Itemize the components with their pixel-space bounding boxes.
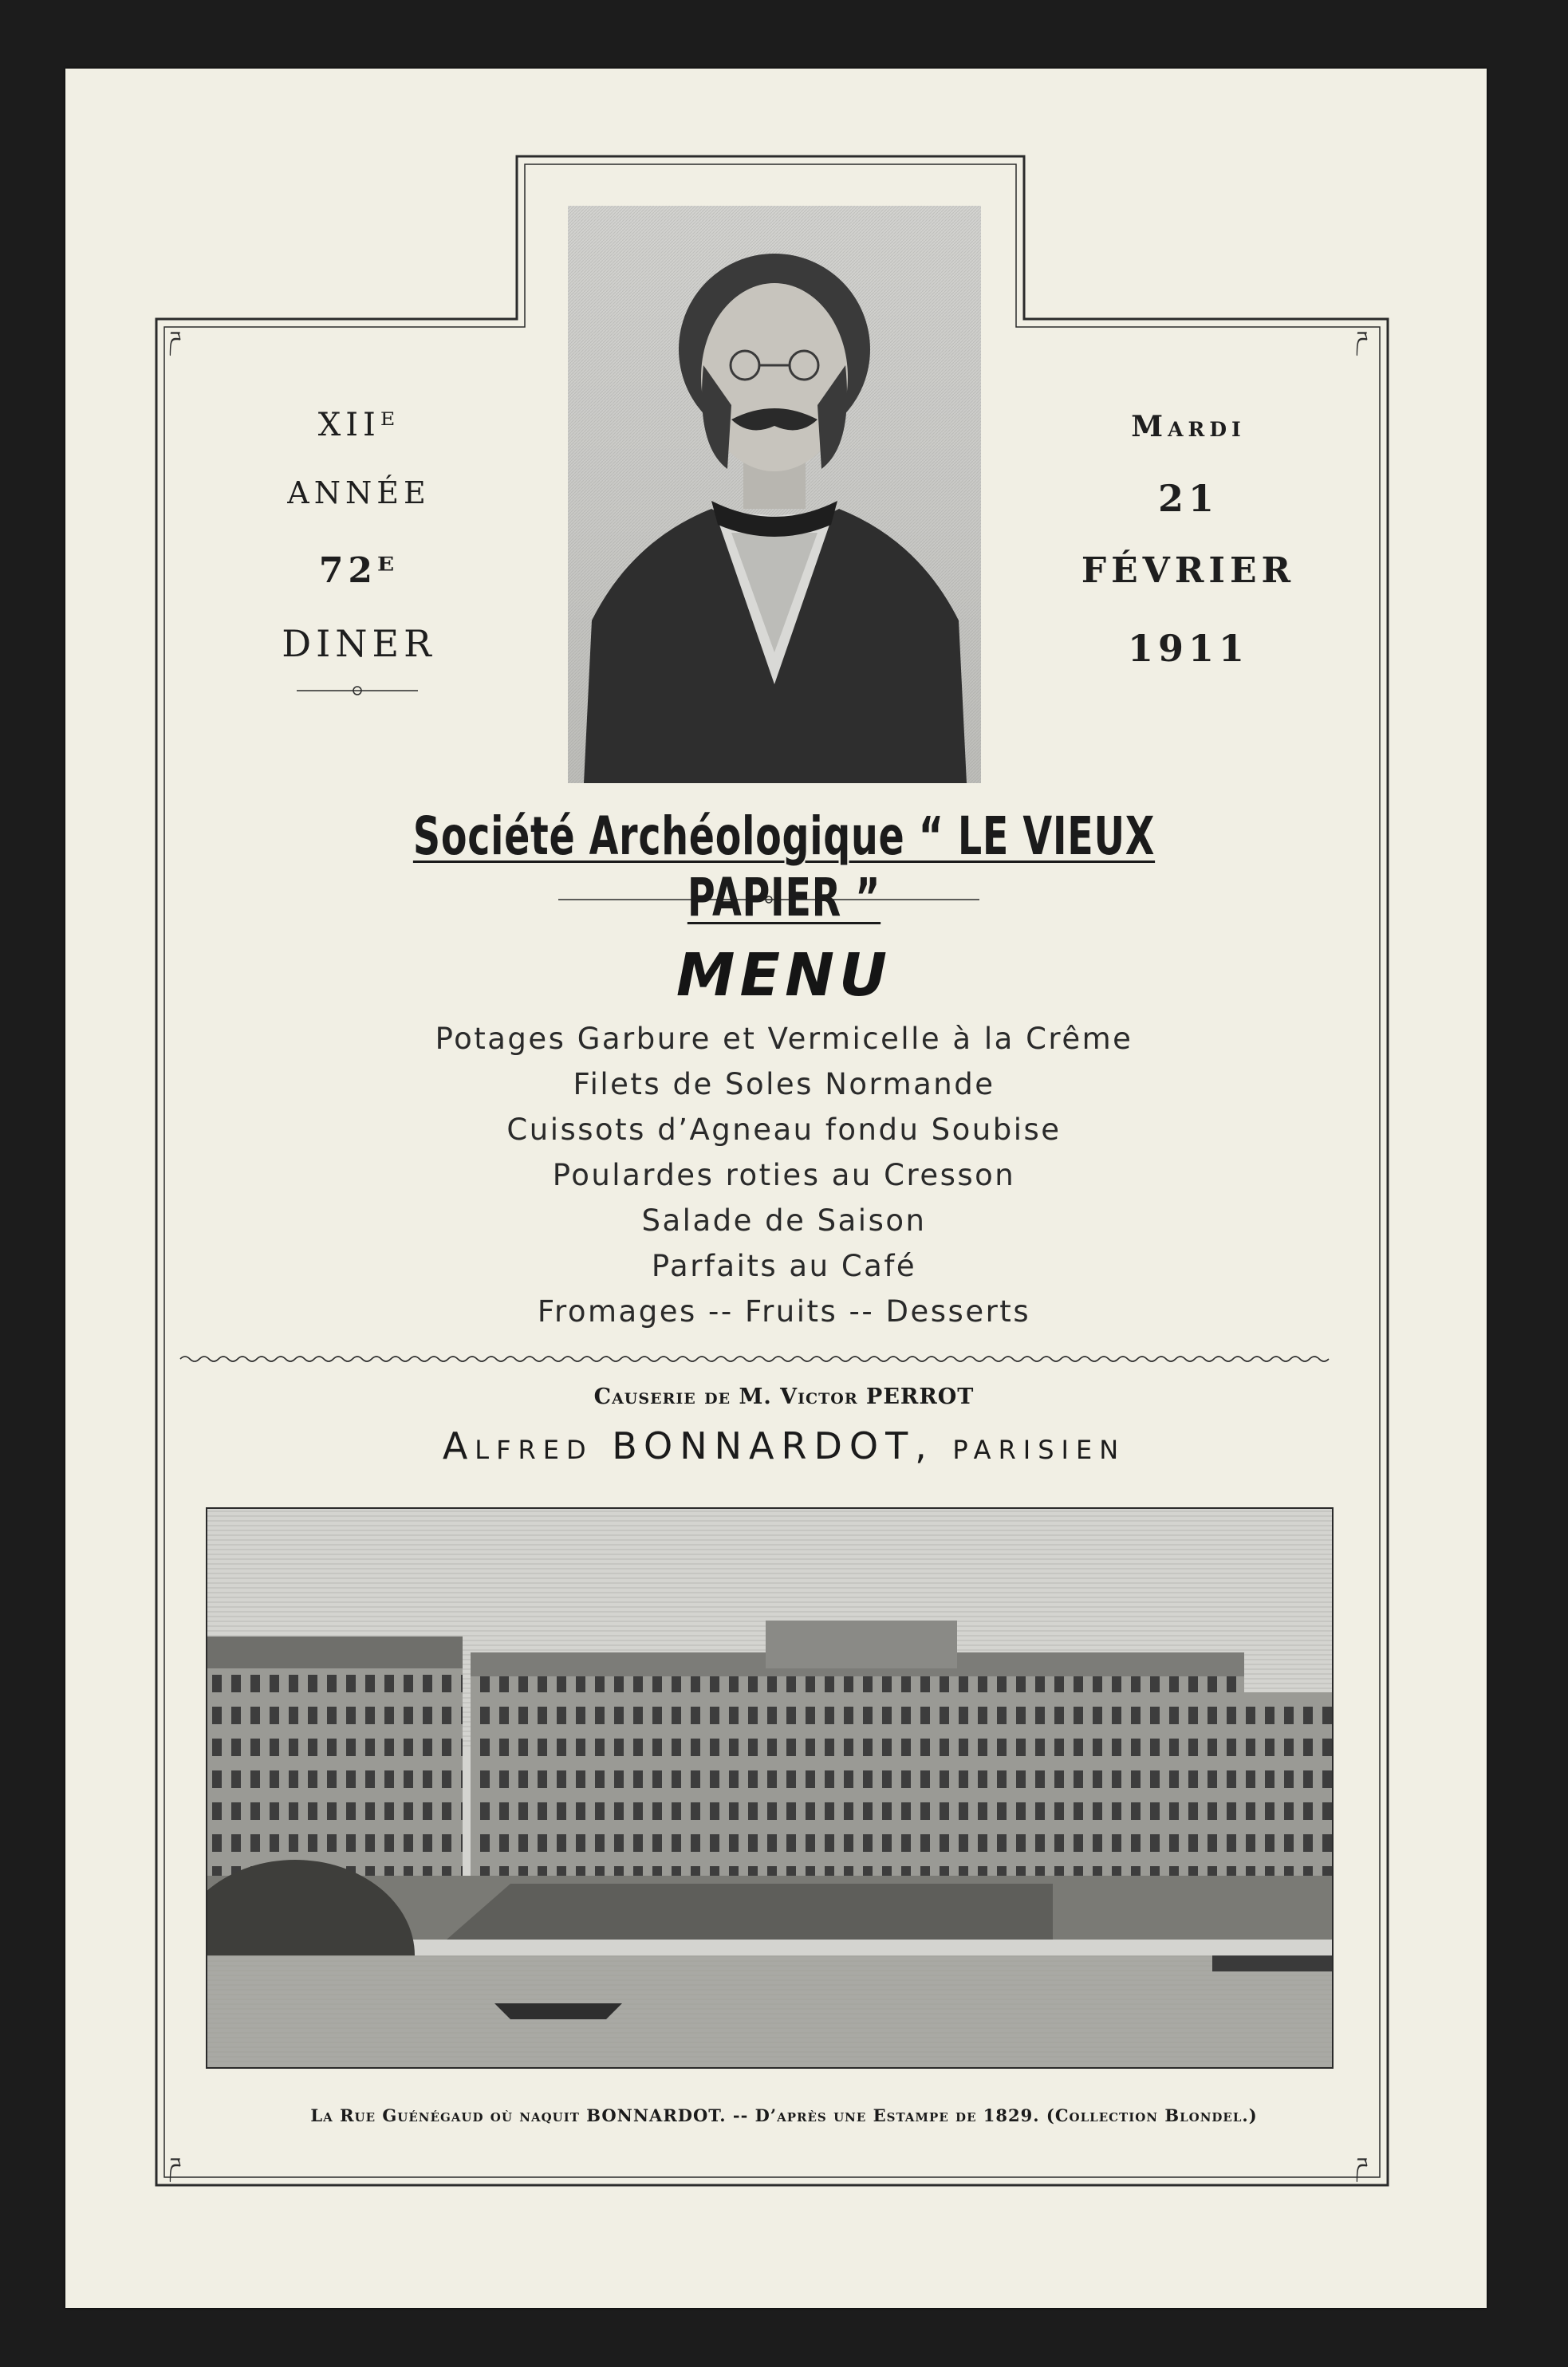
menu-item: Filets de Soles Normande — [573, 1067, 995, 1101]
building-engraving — [206, 1507, 1334, 2069]
dinner-number: 72ᴱ — [318, 550, 400, 591]
dinner-label: DINER — [282, 622, 436, 665]
menu-item: Potages Garbure et Vermicelle à la Crême — [435, 1022, 1133, 1056]
menu-title: MENU — [676, 941, 892, 1010]
year-label: ANNÉE — [287, 475, 431, 510]
menu-item: Parfaits au Café — [651, 1249, 917, 1283]
menu-item: Salade de Saison — [641, 1203, 927, 1238]
menu-item: Poulardes roties au Cresson — [552, 1158, 1016, 1192]
engraving-caption: La Rue Guénégaud où naquit BONNARDOT. -- D’après une Estampe de 1829. (Collection Blondel.) — [310, 2105, 1258, 2125]
portrait-image — [568, 206, 981, 783]
menu-item: Fromages -- Fruits -- Desserts — [537, 1294, 1031, 1329]
speaker-name: Alfred BONNARDOT, parisien — [442, 1424, 1126, 1467]
causerie-line: Causerie de M. Victor PERROT — [593, 1384, 975, 1409]
year: 1911 — [1127, 627, 1250, 670]
engraving-illustration — [207, 1509, 1332, 2067]
menu-list — [0, 1016, 1568, 1334]
svg-text:ཌ: ཌ — [1356, 2154, 1369, 2178]
menu-item: Cuissots d’Agneau fondu Soubise — [506, 1113, 1062, 1147]
svg-text:ཌ: ཌ — [169, 328, 182, 352]
weekday: Mardi — [1131, 410, 1246, 443]
society-title: Société Archéologique “ LE VIEUX PAPIER ” — [412, 805, 1156, 928]
portrait-engraving — [568, 206, 981, 783]
day-number: 21 — [1157, 477, 1219, 520]
month: FÉVRIER — [1081, 550, 1296, 591]
year-number: XIIᴱ — [317, 407, 400, 443]
svg-text:ཌ: ཌ — [169, 2154, 182, 2178]
svg-text:ཌ: ཌ — [1356, 328, 1369, 352]
